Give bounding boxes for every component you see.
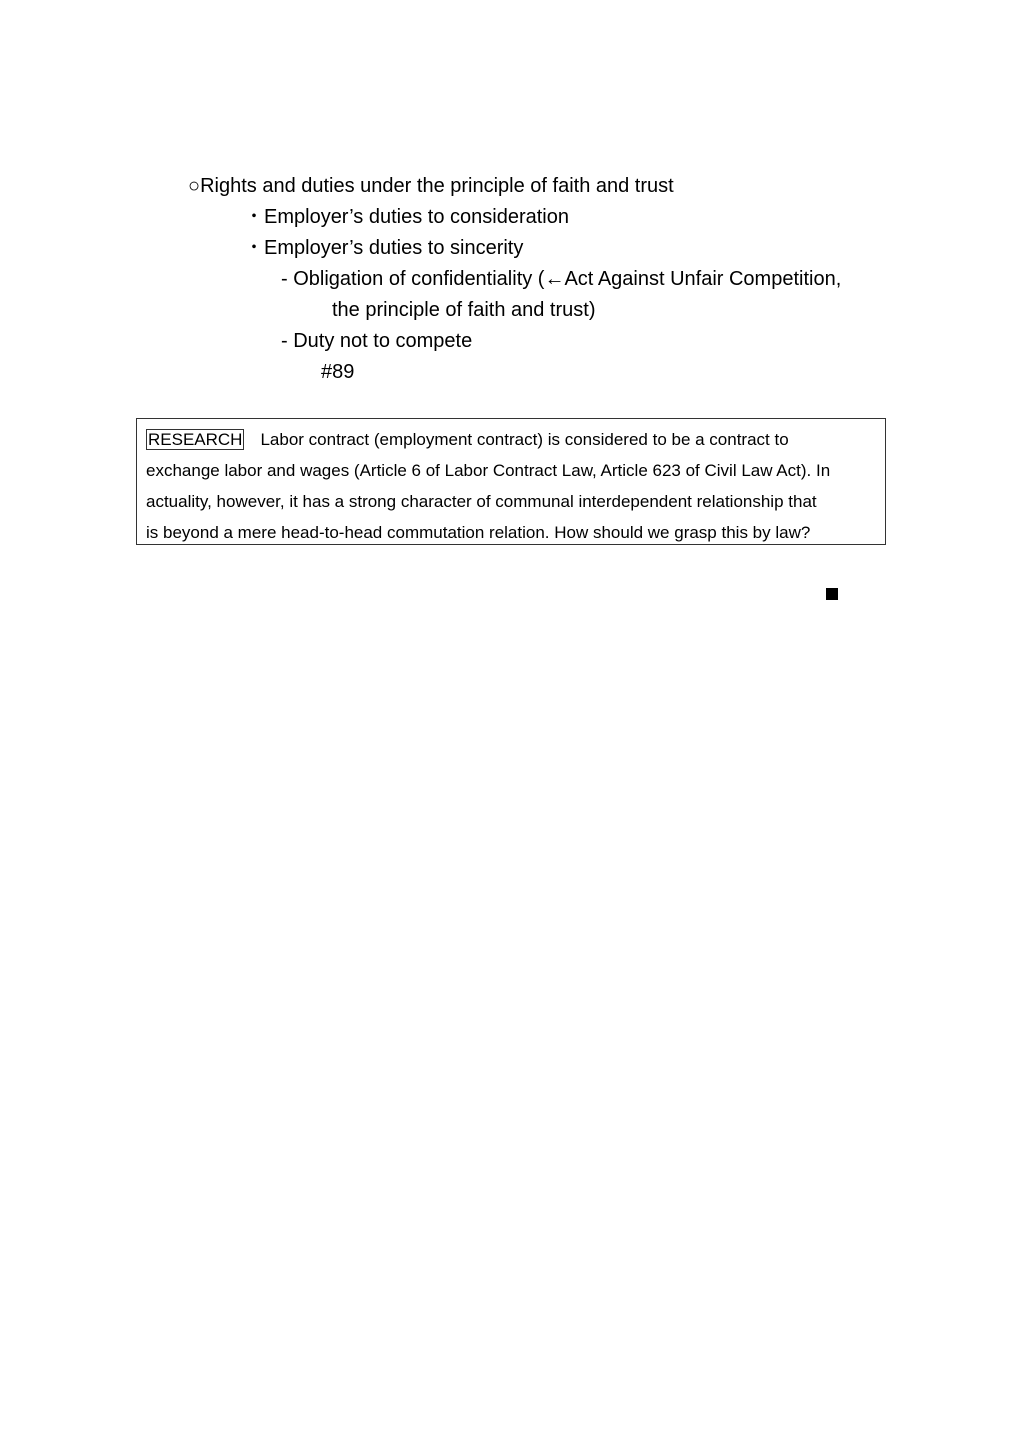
research-line-3: actuality, however, it has a strong character of communal interdependent relationship that <box>146 492 817 511</box>
research-text-1: Labor contract (employment contract) is considered to be a contract to <box>260 430 789 449</box>
section-heading: ○Rights and duties under the principle of faith and trust <box>188 175 674 197</box>
end-square-icon <box>826 588 838 600</box>
sub-item-confidentiality: - Obligation of confidentiality (←Act Against Unfair Competition, <box>281 268 842 290</box>
reference-number: #89 <box>321 361 355 383</box>
bullet-item-consideration: ・Employer’s duties to consideration <box>244 206 569 228</box>
bullet-item-sincerity: ・Employer’s duties to sincerity <box>244 237 524 259</box>
research-line-4: is beyond a mere head-to-head commutation relation. How should we grasp this by law? <box>146 523 811 542</box>
research-tag: RESEARCH <box>148 430 243 449</box>
research-box <box>136 418 886 545</box>
research-line-2: exchange labor and wages (Article 6 of Labor Contract Law, Article 623 of Civil Law Act). In <box>146 461 831 480</box>
research-line-1 <box>146 424 876 455</box>
sub-item-confidentiality-continued: the principle of faith and trust) <box>332 299 596 321</box>
sub-item-duty-not-to-compete: - Duty not to compete <box>281 330 473 352</box>
